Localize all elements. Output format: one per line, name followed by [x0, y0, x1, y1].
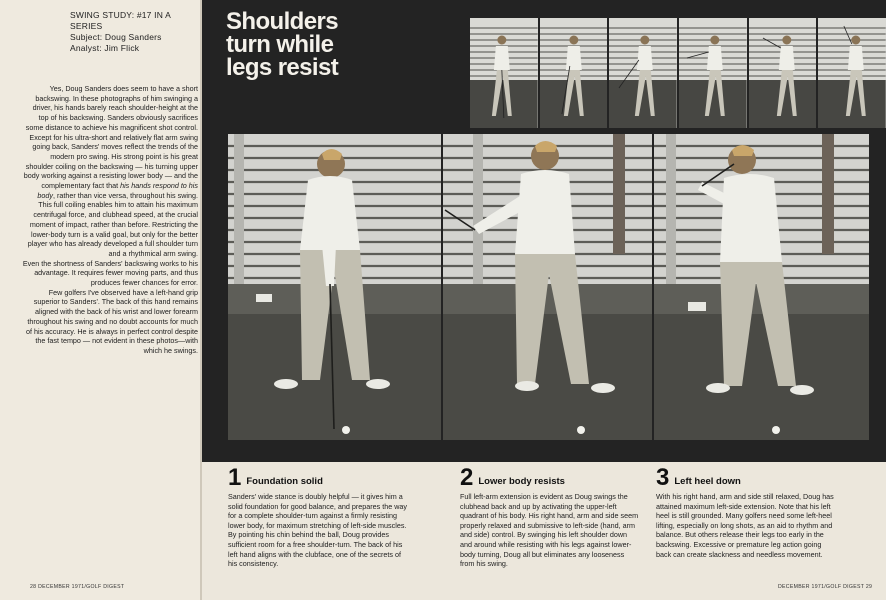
caption-3 [656, 464, 838, 559]
caption-heading [460, 464, 640, 491]
folio-left: 28 DECEMBER 1971/GOLF DIGEST [30, 584, 125, 590]
sequence-thumb-5 [749, 18, 817, 128]
analyst-line: Analyst: Jim Flick [70, 43, 140, 53]
body-text-span: , rather than vice versa, throughout his swing. This full coiling enables him to attain his maximum centrifugal force, and clubhead speed, at the crucial moment of impact, rather than before. Restricting the lower-body turn is a valid goal, but only for the better player who has already developed a full shoulder turn and a rhythmical arm swing. [27, 190, 198, 258]
caption-text: With his right hand, arm and side still relaxed, Doug has attained maximum left-side extension. Note that his left heel is still grounded. Many golfers need some left-heel lifting, especially on long shots, as an aid to rhythm and balance. But others release their legs too early in the backswing. Excessive or premature leg action going back can create slackness and needless movement. [656, 492, 834, 559]
golfer-sequence-icon [609, 18, 677, 128]
sequence-thumb-4 [679, 18, 747, 128]
sequence-thumb-6 [818, 18, 886, 128]
left-page [0, 0, 200, 600]
photo-top [654, 134, 869, 440]
golfer-sequence-icon [749, 18, 817, 128]
body-text-span: Except for his ultra-short and relatively flat arm swing going back, Sanders' moves reflect the trends of the modern pro swing. His strong point is his great shoulder coiling on the backswing — his turning upper body working against a resisting lower body — and the complementary fact that [23, 132, 198, 191]
golfer-address-photo-icon [228, 134, 441, 440]
headline [226, 10, 426, 79]
subject-line: Subject: Doug Sanders [70, 32, 162, 42]
caption-2 [460, 464, 640, 569]
sequence-strip [470, 18, 886, 128]
caption-number: 2 [460, 464, 474, 491]
photo-address [228, 134, 441, 440]
caption-number: 1 [228, 464, 242, 491]
article-body [22, 84, 198, 356]
body-paragraph: Few golfers I've observed have a left-hand grip superior to Sanders'. The back of this hand remains aligned with the back of his wrist and lower forearm throughout his swing and no doubt accounts for much of his accuracy. He is always in perfect control despite the fast tempo — not evident in these photos—with which he swings. [25, 287, 198, 355]
sequence-thumb-2 [540, 18, 608, 128]
golfer-sequence-icon [540, 18, 608, 128]
caption-heading [656, 464, 838, 491]
headline-line: Shoulders [226, 8, 338, 35]
caption-number: 3 [656, 464, 670, 491]
series-header [70, 10, 196, 54]
headline-line: turn while [226, 31, 334, 58]
caption-text: Sanders' wide stance is doubly helpful — it gives him a solid foundation for good balance, and prepares the way for a complete shoulder-turn against a firmly resisting lower body, for maximum stretching of left-side muscles. By pointing his chin behind the ball, Doug provides sufficient room for a free shoulder-turn. The back of his left hand aligns with the clubface, one of the secrets of his consistency. [228, 492, 408, 569]
caption-title: Left heel down [674, 476, 741, 487]
sequence-thumb-3 [609, 18, 677, 128]
golfer-sequence-icon [818, 18, 886, 128]
golfer-top-photo-icon [654, 134, 869, 440]
caption-text: Full left-arm extension is evident as Doug swings the clubhead back and up by activating the upper-left quadrant of his body. His right hand, arm and side seem properly relaxed and submissive to left-side (hand, arm and side) control. By swinging his left shoulder down and around while resisting with his legs against lower-body turning, Doug all but eliminates any looseness from his swing. [460, 492, 639, 569]
caption-title: Foundation solid [246, 476, 323, 487]
caption-title: Lower body resists [478, 476, 565, 487]
body-paragraph: Yes, Doug Sanders does seem to have a short backswing. In these photographs of him swinging a driver, his hands barely reach shoulder-height at the top of his backswing. Sanders obviously sacrifices some distance to achieve his magnificent shot control. [25, 84, 198, 132]
golfer-sequence-icon [679, 18, 747, 128]
body-emphasis: his hands respond to his body [37, 181, 198, 200]
body-paragraph: Even the shortness of Sanders' backswing works to his advantage. It requires fewer moving parts, and thus produces fewer chances for error. [22, 258, 198, 288]
folio-right: DECEMBER 1971/GOLF DIGEST 29 [778, 584, 873, 590]
headline-line: legs resist [226, 54, 339, 81]
golfer-takeaway-photo-icon [443, 134, 652, 440]
sequence-thumb-1 [470, 18, 538, 128]
caption-1 [228, 464, 408, 569]
golfer-sequence-icon [470, 18, 538, 128]
caption-heading [228, 464, 408, 491]
series-line: SWING STUDY: #17 IN A SERIES [70, 10, 171, 31]
photo-takeaway [443, 134, 652, 440]
body-paragraph [22, 133, 198, 259]
